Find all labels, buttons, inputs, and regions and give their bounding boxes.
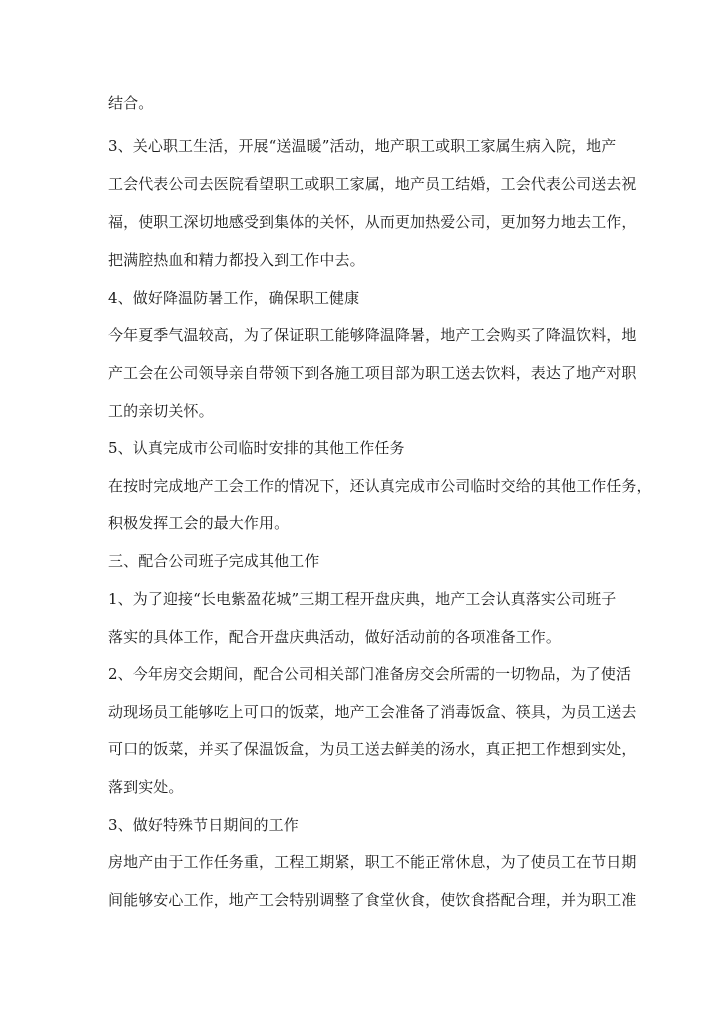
section-heading: 4、做好降温防暑工作，确保职工健康 [108,289,360,307]
paragraph-line: 落实的具体工作，配合开盘庆典活动，做好活动前的各项准备工作。 [108,628,562,646]
section-heading: 3、做好特殊节日期间的工作 [108,816,299,834]
paragraph-line: 2、今年房交会期间，配合公司相关部门准备房交会所需的一切物品，为了使活 [108,665,632,683]
paragraph-line: 3、关心职工生活，开展“送温暖”活动，地产职工或职工家属生病入院，地产 [108,137,617,155]
paragraph-line: 产工会在公司领导亲自带领下到各施工项目部为职工送去饮料，表达了地产对职 [108,364,637,382]
paragraph-line: 把满腔热血和精力都投入到工作中去。 [108,251,365,269]
paragraph-line: 在按时完成地产工会工作的情况下，还认真完成市公司临时交给的其他工作任务， [108,477,652,495]
paragraph-line: 房地产由于工作任务重，工程工期紧，职工不能正常休息，为了使员工在节日期 [108,853,637,871]
paragraph-line: 1、为了迎接“长电紫盈花城”三期工程开盘庆典，地产工会认真落实公司班子 [108,590,617,608]
paragraph-line: 福，使职工深切地感受到集体的关怀，从而更加热爱公司，更加努力地去工作， [108,213,637,231]
paragraph-line: 工的亲切关怀。 [108,402,214,420]
paragraph-line: 落到实处。 [108,778,184,796]
paragraph-line: 可口的饭菜，并买了保温饭盒，为员工送去鲜美的汤水，真正把工作想到实处， [108,740,637,758]
paragraph-line: 动现场员工能够吃上可口的饭菜，地产工会准备了消毒饭盒、筷具，为员工送去 [108,703,637,721]
paragraph-line: 工会代表公司去医院看望职工或职工家属，地产员工结婚，工会代表公司送去祝 [108,175,637,193]
paragraph-line: 积极发挥工会的最大作用。 [108,514,290,532]
paragraph-line: 今年夏季气温较高，为了保证职工能够降温降暑，地产工会购买了降温饮料，地 [108,326,637,344]
paragraph-line: 结合。 [108,94,154,112]
paragraph-line: 间能够安心工作，地产工会特别调整了食堂伙食，使饮食搭配合理，并为职工准 [108,891,637,909]
section-heading: 三、配合公司班子完成其他工作 [108,552,320,570]
section-heading: 5、认真完成市公司临时安排的其他工作任务 [108,439,405,457]
